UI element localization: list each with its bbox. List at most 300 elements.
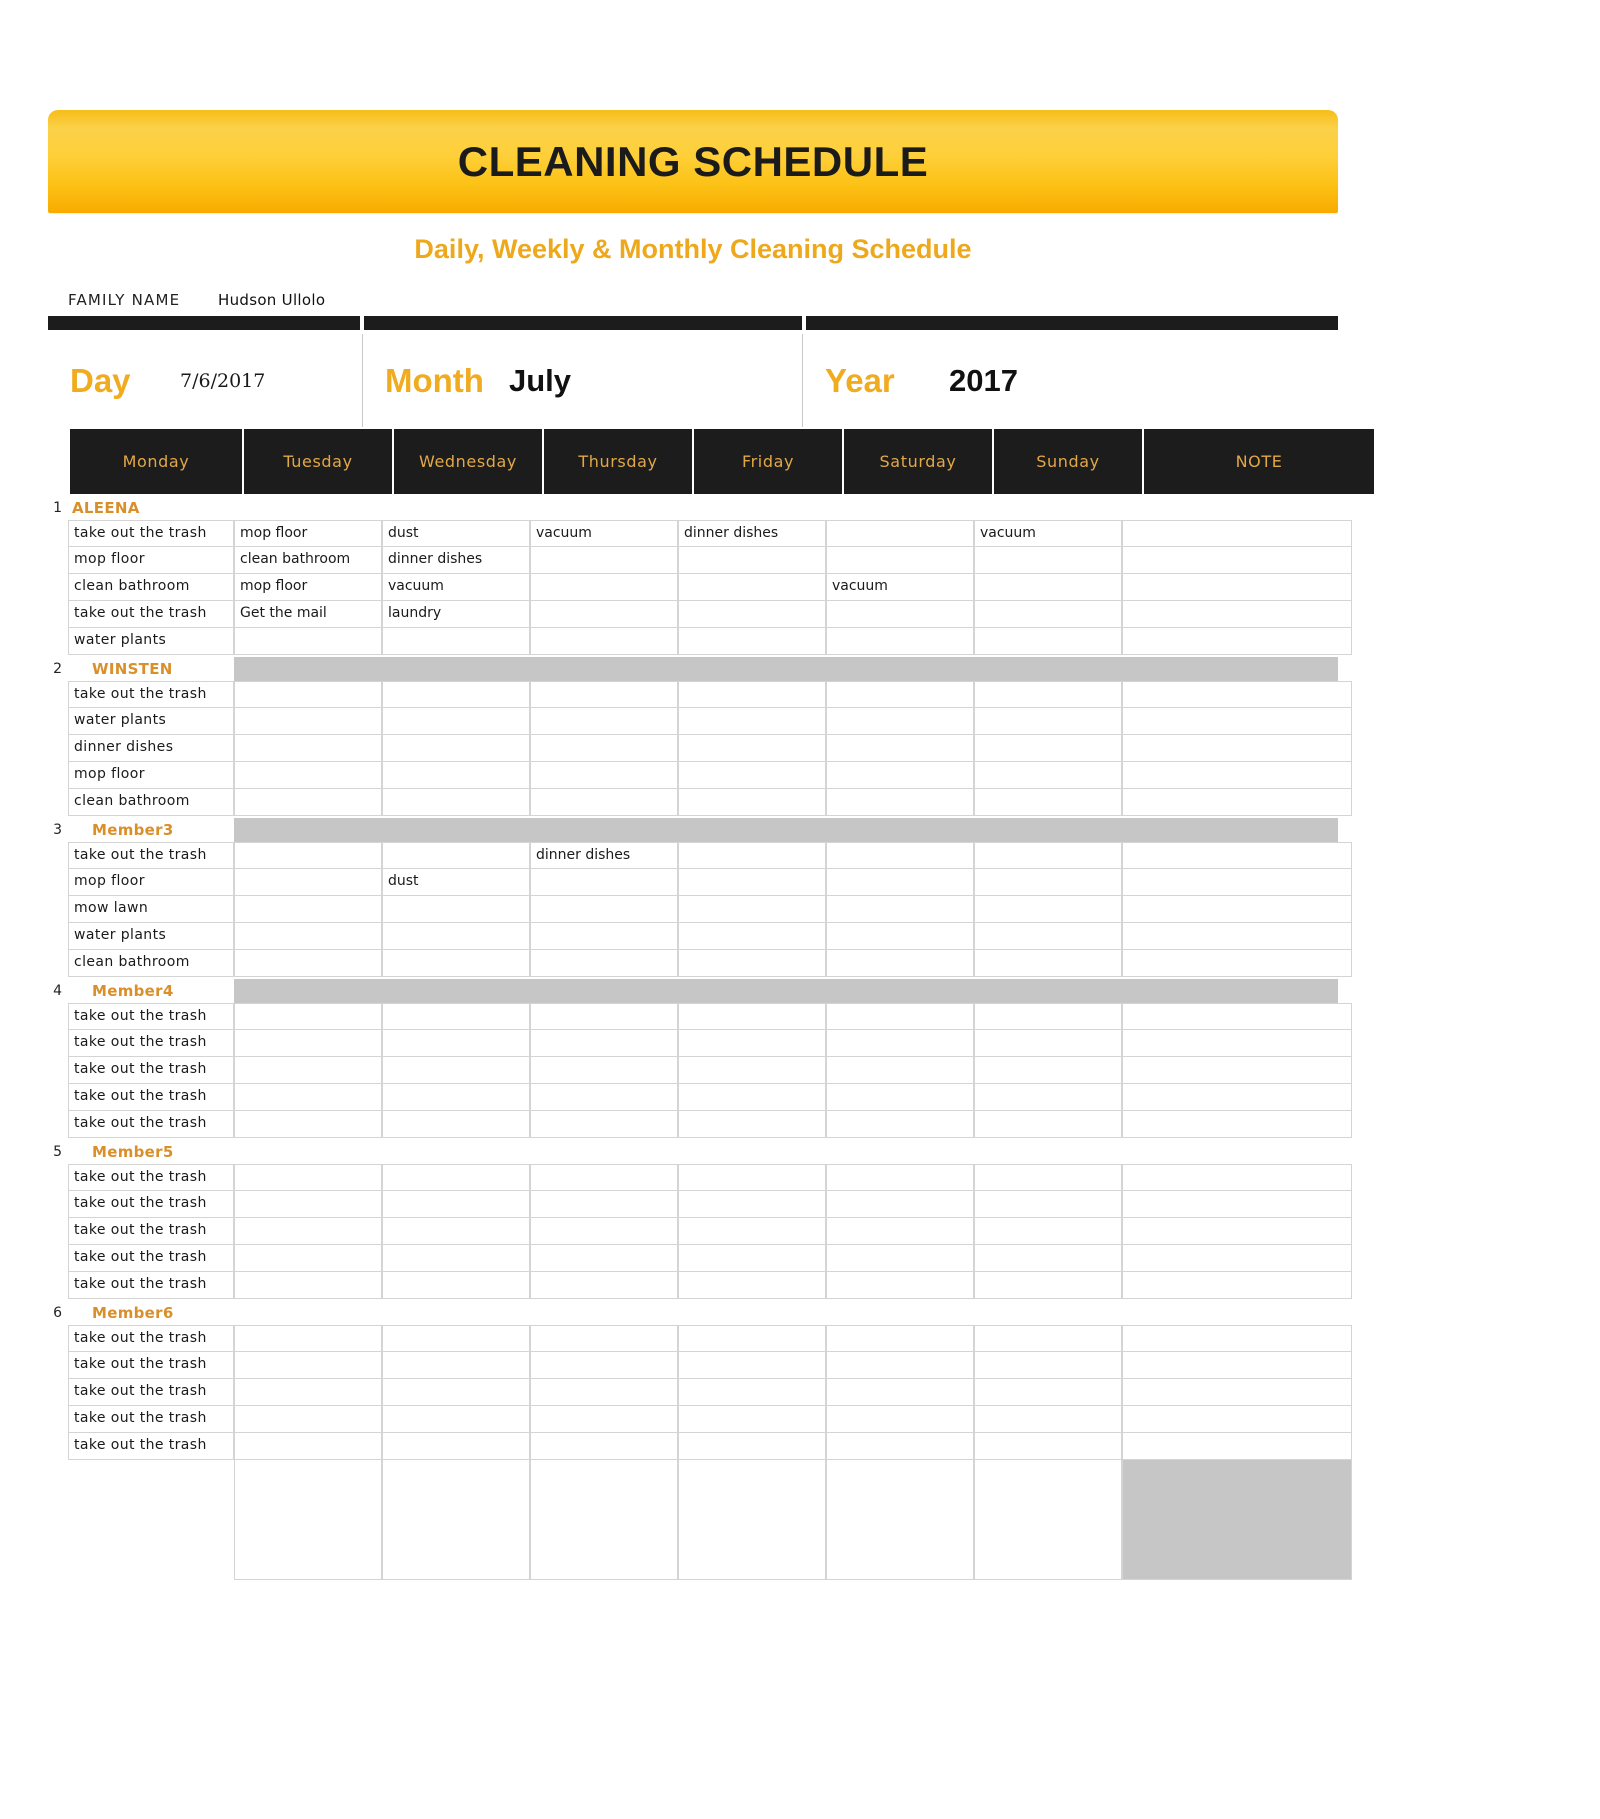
note-cell[interactable]	[1122, 1218, 1352, 1245]
tail-cell[interactable]	[530, 1460, 678, 1580]
table-row	[48, 1030, 1338, 1057]
task-cell[interactable]: take out the trash	[68, 1325, 234, 1352]
task-cell[interactable]: take out the trash	[68, 1111, 234, 1138]
day-cell[interactable]	[530, 896, 678, 923]
day-cell[interactable]: vacuum	[826, 574, 974, 601]
day-cell[interactable]	[382, 923, 530, 950]
day-cell[interactable]	[826, 1433, 974, 1460]
day-cell[interactable]	[530, 1218, 678, 1245]
day-cell[interactable]	[382, 1084, 530, 1111]
member-header-band	[234, 496, 1338, 520]
task-cell[interactable]: clean bathroom	[68, 950, 234, 977]
task-cell[interactable]: mop floor	[68, 547, 234, 574]
task-cell[interactable]: water plants	[68, 628, 234, 655]
column-header-thursday: Thursday	[544, 429, 692, 494]
tail-note-cell[interactable]	[1122, 1460, 1352, 1580]
member-header-row	[48, 1140, 1338, 1164]
day-cell[interactable]	[678, 1057, 826, 1084]
day-cell[interactable]	[530, 1433, 678, 1460]
task-cell[interactable]: mop floor	[68, 762, 234, 789]
day-cell[interactable]	[974, 1325, 1122, 1352]
day-cell[interactable]	[826, 896, 974, 923]
day-cell[interactable]	[678, 1325, 826, 1352]
day-cell[interactable]	[530, 1057, 678, 1084]
day-cell[interactable]	[530, 1003, 678, 1030]
day-cell[interactable]	[382, 1057, 530, 1084]
day-cell[interactable]	[678, 1003, 826, 1030]
day-cell[interactable]	[974, 628, 1122, 655]
day-cell[interactable]	[530, 1111, 678, 1138]
day-cell[interactable]: clean bathroom	[234, 547, 382, 574]
task-cell[interactable]: take out the trash	[68, 842, 234, 869]
task-cell[interactable]: take out the trash	[68, 601, 234, 628]
day-cell[interactable]	[382, 1164, 530, 1191]
day-cell[interactable]	[974, 762, 1122, 789]
day-cell[interactable]	[382, 1352, 530, 1379]
day-cell[interactable]	[234, 1191, 382, 1218]
day-cell[interactable]	[826, 842, 974, 869]
task-cell[interactable]: take out the trash	[68, 1191, 234, 1218]
day-cell[interactable]	[678, 601, 826, 628]
day-cell[interactable]: Get the mail	[234, 601, 382, 628]
day-cell[interactable]: vacuum	[382, 574, 530, 601]
day-cell[interactable]	[530, 1084, 678, 1111]
day-cell[interactable]	[826, 1352, 974, 1379]
note-cell[interactable]	[1122, 789, 1352, 816]
task-cell[interactable]: take out the trash	[68, 1030, 234, 1057]
divider-segment-day	[48, 316, 360, 330]
year-label: Year	[825, 361, 895, 399]
day-cell[interactable]	[974, 708, 1122, 735]
day-cell[interactable]: dinner dishes	[530, 842, 678, 869]
divider-segment-month	[364, 316, 802, 330]
day-cell[interactable]	[234, 681, 382, 708]
day-cell[interactable]	[382, 1003, 530, 1030]
day-cell[interactable]	[974, 950, 1122, 977]
day-cell[interactable]	[974, 601, 1122, 628]
day-cell[interactable]	[678, 708, 826, 735]
day-cell[interactable]	[234, 869, 382, 896]
day-cell[interactable]	[826, 1191, 974, 1218]
row-number-gutter	[48, 789, 68, 816]
row-number-gutter	[48, 869, 68, 896]
row-number-gutter	[48, 1272, 68, 1299]
day-cell[interactable]	[530, 950, 678, 977]
day-cell[interactable]	[234, 1111, 382, 1138]
day-cell[interactable]	[974, 896, 1122, 923]
day-cell[interactable]	[530, 681, 678, 708]
task-cell[interactable]: dinner dishes	[68, 735, 234, 762]
row-number-gutter	[48, 681, 68, 708]
day-cell[interactable]	[826, 1406, 974, 1433]
row-number-gutter	[48, 1164, 68, 1191]
day-cell[interactable]	[826, 1218, 974, 1245]
page-title: CLEANING SCHEDULE	[457, 137, 929, 185]
row-number-gutter	[48, 762, 68, 789]
day-cell[interactable]	[678, 735, 826, 762]
year-cell	[802, 334, 1338, 427]
day-cell[interactable]	[974, 1164, 1122, 1191]
day-cell[interactable]	[382, 735, 530, 762]
day-cell[interactable]	[234, 1406, 382, 1433]
day-cell[interactable]	[382, 1325, 530, 1352]
day-cell[interactable]	[678, 1406, 826, 1433]
tail-cell[interactable]	[382, 1460, 530, 1580]
day-cell[interactable]	[974, 1272, 1122, 1299]
day-cell[interactable]	[974, 869, 1122, 896]
day-cell[interactable]	[974, 574, 1122, 601]
member-name[interactable]: WINSTEN	[68, 657, 234, 681]
day-cell[interactable]	[234, 1003, 382, 1030]
day-cell[interactable]	[678, 1272, 826, 1299]
day-cell[interactable]	[974, 681, 1122, 708]
day-cell[interactable]	[234, 1245, 382, 1272]
table-row	[48, 520, 1338, 547]
note-cell[interactable]	[1122, 1084, 1352, 1111]
task-cell[interactable]: take out the trash	[68, 1245, 234, 1272]
day-cell[interactable]	[826, 681, 974, 708]
task-cell[interactable]: clean bathroom	[68, 574, 234, 601]
tail-cell[interactable]	[974, 1460, 1122, 1580]
task-cell[interactable]: take out the trash	[68, 520, 234, 547]
task-cell[interactable]: mow lawn	[68, 896, 234, 923]
day-cell[interactable]: dinner dishes	[678, 520, 826, 547]
row-number-gutter	[48, 1352, 68, 1379]
day-cell[interactable]	[234, 950, 382, 977]
note-cell[interactable]	[1122, 1245, 1352, 1272]
day-cell[interactable]	[382, 1245, 530, 1272]
task-cell[interactable]: water plants	[68, 923, 234, 950]
day-cell[interactable]	[530, 923, 678, 950]
note-cell[interactable]	[1122, 842, 1352, 869]
day-cell[interactable]	[678, 842, 826, 869]
day-cell[interactable]	[678, 869, 826, 896]
day-cell[interactable]	[234, 1084, 382, 1111]
day-cell[interactable]	[530, 574, 678, 601]
day-cell[interactable]	[382, 950, 530, 977]
day-cell[interactable]	[974, 1030, 1122, 1057]
day-cell[interactable]	[530, 708, 678, 735]
date-row	[48, 334, 1338, 427]
note-cell[interactable]	[1122, 1352, 1352, 1379]
day-cell[interactable]: dust	[382, 869, 530, 896]
note-cell[interactable]	[1122, 628, 1352, 655]
note-cell[interactable]	[1122, 1379, 1352, 1406]
day-cell[interactable]	[678, 1111, 826, 1138]
task-cell[interactable]: water plants	[68, 708, 234, 735]
tail-cell[interactable]	[826, 1460, 974, 1580]
day-cell[interactable]	[826, 1003, 974, 1030]
day-cell[interactable]	[530, 1379, 678, 1406]
day-cell[interactable]	[826, 1030, 974, 1057]
day-cell[interactable]	[974, 1084, 1122, 1111]
day-cell[interactable]	[530, 547, 678, 574]
day-cell[interactable]	[826, 1379, 974, 1406]
day-cell[interactable]	[826, 708, 974, 735]
note-cell[interactable]	[1122, 708, 1352, 735]
day-cell[interactable]	[234, 1218, 382, 1245]
day-cell[interactable]	[234, 628, 382, 655]
row-number-gutter	[48, 1003, 68, 1030]
day-cell[interactable]	[826, 1245, 974, 1272]
note-cell[interactable]	[1122, 950, 1352, 977]
tail-cell[interactable]	[234, 1460, 382, 1580]
day-cell[interactable]: mop floor	[234, 520, 382, 547]
day-cell[interactable]	[234, 1057, 382, 1084]
day-cell[interactable]	[826, 762, 974, 789]
day-cell[interactable]	[826, 1084, 974, 1111]
day-cell[interactable]	[974, 1406, 1122, 1433]
day-cell[interactable]	[530, 628, 678, 655]
note-cell[interactable]	[1122, 923, 1352, 950]
note-cell[interactable]	[1122, 1030, 1352, 1057]
task-cell[interactable]: take out the trash	[68, 1272, 234, 1299]
page-subtitle: Daily, Weekly & Monthly Cleaning Schedule	[414, 234, 972, 264]
day-cell[interactable]	[678, 1379, 826, 1406]
day-cell[interactable]	[974, 842, 1122, 869]
day-cell[interactable]	[530, 762, 678, 789]
day-cell[interactable]	[530, 1245, 678, 1272]
member-name[interactable]: Member4	[68, 979, 234, 1003]
task-cell[interactable]: take out the trash	[68, 1084, 234, 1111]
day-cell[interactable]	[974, 1057, 1122, 1084]
table-row	[48, 869, 1338, 896]
family-name-value[interactable]: Hudson Ullolo	[218, 291, 326, 309]
day-cell[interactable]: mop floor	[234, 574, 382, 601]
day-cell[interactable]	[382, 1406, 530, 1433]
day-cell[interactable]	[678, 1433, 826, 1460]
day-cell[interactable]: vacuum	[530, 520, 678, 547]
day-cell[interactable]	[974, 1245, 1122, 1272]
day-cell[interactable]	[382, 1218, 530, 1245]
day-cell[interactable]	[826, 735, 974, 762]
day-cell[interactable]	[382, 1433, 530, 1460]
member-name[interactable]: Member6	[68, 1301, 234, 1325]
day-cell[interactable]	[678, 1164, 826, 1191]
day-cell[interactable]	[382, 896, 530, 923]
day-cell[interactable]	[678, 762, 826, 789]
task-cell[interactable]: take out the trash	[68, 1003, 234, 1030]
day-cell[interactable]	[826, 1325, 974, 1352]
day-cell[interactable]	[530, 1406, 678, 1433]
day-cell[interactable]	[382, 1111, 530, 1138]
day-cell[interactable]	[974, 1218, 1122, 1245]
day-cell[interactable]	[678, 1218, 826, 1245]
day-cell[interactable]	[678, 547, 826, 574]
note-cell[interactable]	[1122, 869, 1352, 896]
task-cell[interactable]: clean bathroom	[68, 789, 234, 816]
day-cell[interactable]	[826, 1164, 974, 1191]
day-cell[interactable]	[530, 1272, 678, 1299]
task-cell[interactable]: mop floor	[68, 869, 234, 896]
day-cell[interactable]	[974, 1379, 1122, 1406]
table-row	[48, 1218, 1338, 1245]
row-number-gutter	[48, 1111, 68, 1138]
day-cell[interactable]	[826, 950, 974, 977]
day-cell[interactable]	[234, 896, 382, 923]
day-cell[interactable]	[974, 547, 1122, 574]
day-cell[interactable]	[382, 1379, 530, 1406]
day-cell[interactable]	[974, 789, 1122, 816]
day-cell[interactable]	[234, 842, 382, 869]
day-cell[interactable]	[382, 842, 530, 869]
month-value[interactable]: July	[509, 362, 572, 398]
day-cell[interactable]	[234, 1379, 382, 1406]
note-cell[interactable]	[1122, 1057, 1352, 1084]
day-cell[interactable]	[234, 1352, 382, 1379]
note-cell[interactable]	[1122, 1406, 1352, 1433]
day-cell[interactable]	[234, 1164, 382, 1191]
table-row	[48, 842, 1338, 869]
day-value[interactable]: 7/6/2017	[180, 369, 266, 392]
tail-cell[interactable]	[678, 1460, 826, 1580]
day-cell[interactable]	[234, 789, 382, 816]
day-cell[interactable]	[826, 869, 974, 896]
row-number-gutter	[48, 1379, 68, 1406]
note-cell[interactable]	[1122, 762, 1352, 789]
day-cell[interactable]	[234, 1272, 382, 1299]
member-number: 1	[53, 500, 62, 516]
member-header-band	[234, 818, 1338, 842]
member-header-band	[234, 1140, 1338, 1164]
table-row	[48, 1003, 1338, 1030]
day-cell[interactable]: vacuum	[974, 520, 1122, 547]
day-cell[interactable]	[826, 789, 974, 816]
day-cell[interactable]	[530, 789, 678, 816]
day-cell[interactable]	[382, 789, 530, 816]
day-cell[interactable]	[530, 1191, 678, 1218]
day-cell[interactable]	[234, 1030, 382, 1057]
day-cell[interactable]	[530, 735, 678, 762]
day-cell[interactable]	[530, 869, 678, 896]
row-number-gutter	[48, 1030, 68, 1057]
task-cell[interactable]: take out the trash	[68, 1433, 234, 1460]
day-cell[interactable]	[530, 1352, 678, 1379]
day-cell[interactable]	[234, 923, 382, 950]
member-name[interactable]: Member3	[68, 818, 234, 842]
day-cell[interactable]	[974, 1352, 1122, 1379]
day-cell[interactable]	[382, 708, 530, 735]
task-cell[interactable]: take out the trash	[68, 1057, 234, 1084]
note-cell[interactable]	[1122, 574, 1352, 601]
member-name[interactable]: ALEENA	[68, 496, 234, 520]
day-cell[interactable]	[234, 762, 382, 789]
row-number-gutter	[48, 735, 68, 762]
day-cell[interactable]	[530, 1325, 678, 1352]
day-cell[interactable]	[530, 601, 678, 628]
note-cell[interactable]	[1122, 896, 1352, 923]
note-cell[interactable]	[1122, 1111, 1352, 1138]
note-cell[interactable]	[1122, 1433, 1352, 1460]
day-cell[interactable]	[382, 628, 530, 655]
day-cell[interactable]	[678, 574, 826, 601]
day-cell[interactable]	[826, 923, 974, 950]
note-cell[interactable]	[1122, 520, 1352, 547]
row-number-gutter	[48, 1406, 68, 1433]
day-cell[interactable]	[974, 1003, 1122, 1030]
day-cell[interactable]: dinner dishes	[382, 547, 530, 574]
task-cell[interactable]: take out the trash	[68, 681, 234, 708]
day-cell[interactable]	[382, 1191, 530, 1218]
table-row	[48, 923, 1338, 950]
day-cell[interactable]: laundry	[382, 601, 530, 628]
task-cell[interactable]: take out the trash	[68, 1164, 234, 1191]
row-number-gutter	[48, 1460, 68, 1580]
day-cell[interactable]	[530, 1164, 678, 1191]
day-cell[interactable]	[382, 762, 530, 789]
day-cell[interactable]	[382, 1272, 530, 1299]
row-number-gutter	[48, 1191, 68, 1218]
day-cell[interactable]: dust	[382, 520, 530, 547]
day-cell[interactable]	[234, 735, 382, 762]
note-cell[interactable]	[1122, 1003, 1352, 1030]
day-cell[interactable]	[234, 1433, 382, 1460]
note-cell[interactable]	[1122, 547, 1352, 574]
day-cell[interactable]	[678, 896, 826, 923]
year-value[interactable]: 2017	[949, 362, 1018, 398]
day-cell[interactable]	[974, 1111, 1122, 1138]
day-cell[interactable]	[530, 1030, 678, 1057]
day-cell[interactable]	[234, 1325, 382, 1352]
row-number-gutter	[48, 547, 68, 574]
day-cell[interactable]	[678, 1245, 826, 1272]
task-cell[interactable]: take out the trash	[68, 1352, 234, 1379]
day-cell[interactable]	[826, 1111, 974, 1138]
day-cell[interactable]	[678, 1030, 826, 1057]
day-cell[interactable]	[974, 1433, 1122, 1460]
day-cell[interactable]	[974, 1191, 1122, 1218]
day-cell[interactable]	[826, 520, 974, 547]
task-cell[interactable]: take out the trash	[68, 1406, 234, 1433]
day-cell[interactable]	[974, 735, 1122, 762]
family-name-row	[68, 291, 325, 309]
row-number-gutter	[48, 1433, 68, 1460]
day-cell[interactable]	[678, 1191, 826, 1218]
day-cell[interactable]	[678, 628, 826, 655]
day-cell[interactable]	[678, 681, 826, 708]
note-cell[interactable]	[1122, 1191, 1352, 1218]
day-cell[interactable]	[826, 1057, 974, 1084]
note-cell[interactable]	[1122, 735, 1352, 762]
day-cell[interactable]	[826, 547, 974, 574]
day-cell[interactable]	[678, 789, 826, 816]
day-cell[interactable]	[826, 628, 974, 655]
note-cell[interactable]	[1122, 601, 1352, 628]
day-cell[interactable]	[974, 923, 1122, 950]
task-cell[interactable]: take out the trash	[68, 1379, 234, 1406]
day-cell[interactable]	[678, 950, 826, 977]
row-number-gutter	[48, 429, 68, 494]
day-cell[interactable]	[678, 1352, 826, 1379]
day-cell[interactable]	[382, 1030, 530, 1057]
day-cell[interactable]	[678, 1084, 826, 1111]
day-cell[interactable]	[678, 923, 826, 950]
member-name[interactable]: Member5	[68, 1140, 234, 1164]
note-cell[interactable]	[1122, 1272, 1352, 1299]
day-cell[interactable]	[826, 601, 974, 628]
day-cell[interactable]	[382, 681, 530, 708]
task-cell[interactable]: take out the trash	[68, 1218, 234, 1245]
note-cell[interactable]	[1122, 1164, 1352, 1191]
table-row	[48, 1084, 1338, 1111]
day-cell	[48, 334, 362, 427]
member-number: 4	[53, 983, 62, 999]
day-cell[interactable]	[826, 1272, 974, 1299]
day-cell[interactable]	[234, 708, 382, 735]
row-number-gutter	[48, 708, 68, 735]
note-cell[interactable]	[1122, 1325, 1352, 1352]
note-cell[interactable]	[1122, 681, 1352, 708]
